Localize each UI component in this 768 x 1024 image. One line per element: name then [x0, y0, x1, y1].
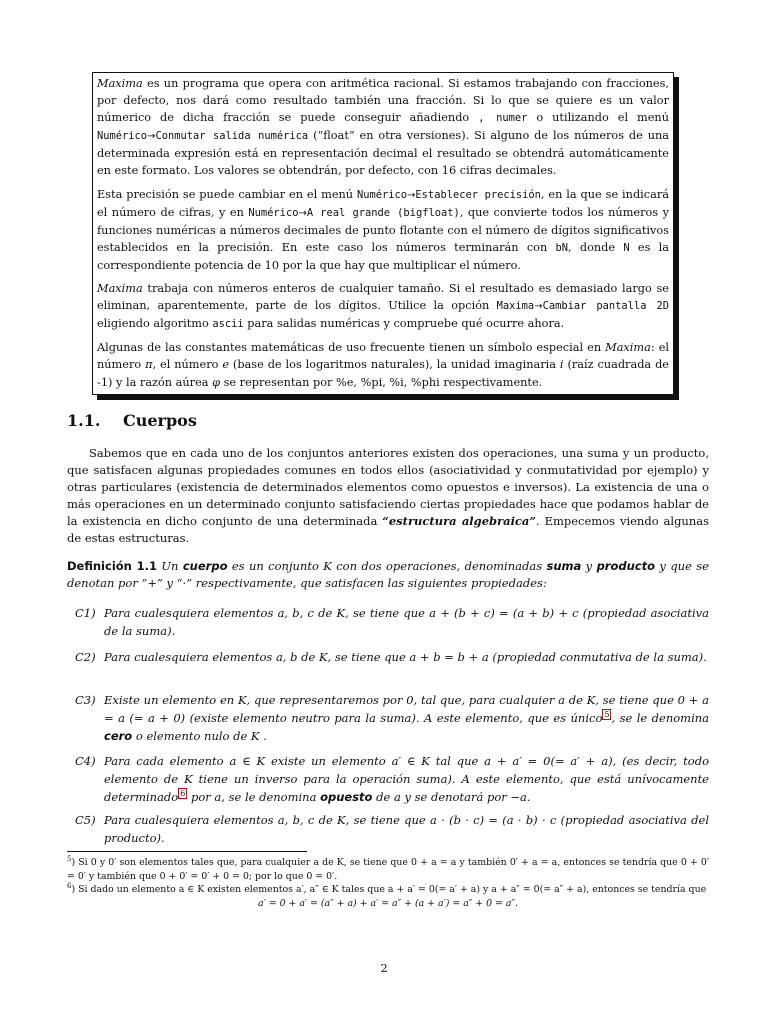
menu-conmutar-salida: Conmutar salida numérica [155, 130, 309, 143]
note-paragraph-3 [97, 280, 669, 333]
axiom-text-part: Para cada elemento a ∈ K existe un elemento a′ ∈ K tal que a + a′ = 0(= a′ + a), (es decir, todo elemento de K tiene un inverso para la operación suma). A este elemento, que está unívocamente determinado [104, 754, 709, 804]
definition-text: Un [156, 559, 183, 573]
menu-numerico: Numérico [97, 130, 148, 143]
footnote-text: ) Si 0 y 0′ son elementos tales que, para cualquier a de K, se tiene que 0 + a = a y también 0′ + a = a, entonces se tendría que 0 + 0′ = 0′ y también que 0 + 0′ = 0′ + 0 = 0; por lo que 0 = 0′. [67, 857, 709, 882]
note-text: o utilizando el menú [527, 111, 669, 125]
note-paragraph-4 [97, 339, 669, 390]
axiom-text-part: Existe un elemento en K, que representaremos por 0, tal que, para cualquier a de K, se tiene que 0 + a = a (= a + 0) (existe elemento neutro para la suma). A este elemento, que es único [104, 693, 709, 725]
intro-paragraph [67, 445, 709, 548]
axiom-c2 [75, 648, 709, 666]
note-text: , donde [568, 240, 624, 254]
definition-text: es un conjunto K con dos operaciones, denominadas [227, 559, 547, 573]
maxima-name: Maxima [97, 282, 143, 296]
code-bn: bN [555, 241, 569, 254]
menu-cambiar-pantalla: Cambiar pantalla 2D [542, 300, 669, 313]
note-text: trabaja con números enteros de cualquier tamaño. Si el resultado es demasiado largo se eliminan, aparentemente, parte de los dígitos. Utilice la opción [97, 282, 669, 313]
note-text: , en la que se indicará el número de cifras, y en [97, 187, 669, 219]
note-text: (base de los logaritmos naturales), la unidad imaginaria [229, 358, 560, 372]
axiom-c4 [75, 752, 709, 806]
maxima-note-box [92, 72, 674, 395]
definition-text: y [581, 559, 597, 573]
axiom-text-part: o elemento nulo de K . [132, 729, 267, 743]
axiom-tag: C4) [75, 754, 96, 768]
definition-1-1 [67, 558, 709, 592]
menu-establecer-precision: Establecer precisión [415, 188, 541, 201]
axiom-text [104, 691, 709, 745]
axiom-c5 [75, 811, 709, 847]
emphasis-estructura: “estructura algebraica” [382, 514, 537, 529]
menu-numerico: Numérico [356, 188, 408, 201]
intro-text-block [67, 445, 709, 548]
footnote-equation: a′ = 0 + a′ = (a″ + a) + a′ = a″ + (a + a′) = a″ + 0 = a″. [258, 897, 518, 909]
section-heading [67, 411, 707, 430]
footnote-5 [67, 853, 709, 883]
menu-numerico: Numérico [248, 206, 299, 219]
menu-bigfloat: A real grande (bigfloat) [306, 206, 460, 219]
note-text: (“float” en otra versiones). Si alguno de los números de una determinada expresión está en representación decimal el resultado se obtendrá automáticamente en este formato. Los valores se obtendrán, por defecto, con 16 cifras decimales. [97, 129, 670, 178]
note-text: , el número [152, 358, 223, 372]
term-suma: suma [546, 559, 582, 573]
code-numer: , numer [478, 112, 528, 125]
footnote-rule [67, 851, 307, 852]
pi-symbol: π [145, 358, 153, 372]
note-text: (raíz cuadrada de -1) y la razón aúrea [97, 358, 669, 389]
axiom-text-part: de a y se denotará por −a. [372, 790, 531, 804]
phi-symbol: φ [212, 375, 221, 389]
definition-text: y que se denotan por “+” y “·” respectivamente, que satisfacen las siguientes propiedades: [67, 559, 709, 591]
note-text: , que convierte todos los números y funciones numéricas a números decimales de punto flotante con el número de dígitos significativos establecidos en la precisión. En este caso los números terminarán con [97, 205, 669, 254]
footnote-link-5[interactable]: 5 [604, 710, 610, 720]
arrow-icon: → [407, 189, 416, 201]
note-text: Esta precisión se puede cambiar en el menú [97, 187, 357, 201]
menu-maxima: Maxima [496, 300, 535, 313]
maxima-name: Maxima [605, 341, 651, 355]
axiom-tag: C5) [75, 813, 96, 827]
note-text: es la correspondiente potencia de 10 por la que hay que multiplicar el número. [97, 240, 670, 272]
axiom-text-part: por a, se le denomina [187, 790, 321, 804]
footnote-text: ) Si dado un elemento a ∈ K existen elementos a′, a″ ∈ K tales que a + a′ = 0(= a′ + a) y a + a″ = 0(= a″ + a), entonces se tendría que [71, 884, 707, 896]
code-n: N [623, 241, 630, 254]
footnote-mark: 5 [67, 855, 72, 863]
page-number: 2 [380, 961, 388, 975]
axiom-text: Para cualesquiera elementos a, b, c de K, se tiene que a · (b · c) = (a · b) · c (propiedad asociativa del producto). [104, 813, 709, 845]
axiom-tag: C2) [75, 650, 96, 664]
axiom-text [104, 752, 709, 806]
axiom-text: Para cualesquiera elementos a, b, c de K, se tiene que a + (b + c) = (a + b) + c (propiedad asociativa de la suma). [104, 606, 709, 638]
code-ascii: ascii [212, 318, 244, 331]
term-cuerpo: cuerpo [182, 559, 228, 573]
footnote-mark: 6 [67, 882, 72, 890]
arrow-icon: → [534, 301, 543, 313]
axiom-text-part: , se le denomina [611, 711, 710, 725]
section-number: 1.1. [67, 411, 101, 430]
term-cero: cero [104, 729, 133, 743]
intro-text: Sabemos que en cada uno de los conjuntos anteriores existen dos operaciones, una suma y un producto, que satisfacen algunas propiedades comunes en todos ellos (asociatividad y conmutatividad por ejemplo) y otras particulares (existencia de determinados elementos como opuestos e inversos). La existencia de una o más operaciones en un determinado conjunto satisfaciendo ciertas propiedades hace que podamos hablar de la existencia en dicho conjunto de una determinada [67, 446, 709, 529]
note-paragraph-2 [97, 186, 669, 274]
axiom-tag: C3) [75, 693, 96, 707]
intro-text: . Empecemos viendo algunas de estas estructuras. [67, 514, 709, 546]
note-text: se representan por %e, %pi, %i, %phi respectivamente. [220, 375, 543, 389]
maxima-name: Maxima [97, 77, 143, 90]
axiom-c1 [75, 604, 709, 640]
term-producto: producto [596, 559, 656, 573]
term-opuesto: opuesto [320, 790, 373, 804]
axiom-tag: C1) [75, 606, 96, 620]
axiom-c3 [75, 691, 709, 745]
i-symbol: i [559, 358, 564, 372]
arrow-icon: → [298, 207, 307, 219]
note-paragraph-1 [97, 75, 669, 180]
arrow-icon: → [147, 131, 156, 143]
footnote-link-6[interactable]: 6 [180, 789, 186, 799]
section-title: Cuerpos [123, 411, 197, 430]
note-text: Algunas de las constantes matemáticas de uso frecuente tienen un símbolo especial en [97, 341, 606, 355]
definition-label: Definición 1.1 [67, 559, 157, 573]
note-text: : el número [97, 341, 669, 372]
footnote-6 [67, 880, 709, 910]
e-symbol: e [222, 358, 229, 372]
note-text: para salidas numéricas y compruebe qué ocurre ahora. [243, 317, 565, 331]
note-text: eligiendo algoritmo [97, 317, 213, 331]
note-text: es un programa que opera con aritmética racional. Si estamos trabajando con fracciones, por defecto, nos dará como resultado también una fracción. Si lo que se quiere es un valor númerico de dicha fracción se puede conseguir añadiendo [97, 77, 669, 125]
axiom-text: Para cualesquiera elementos a, b de K, se tiene que a + b = b + a (propiedad conmutativa de la suma). [104, 650, 707, 664]
